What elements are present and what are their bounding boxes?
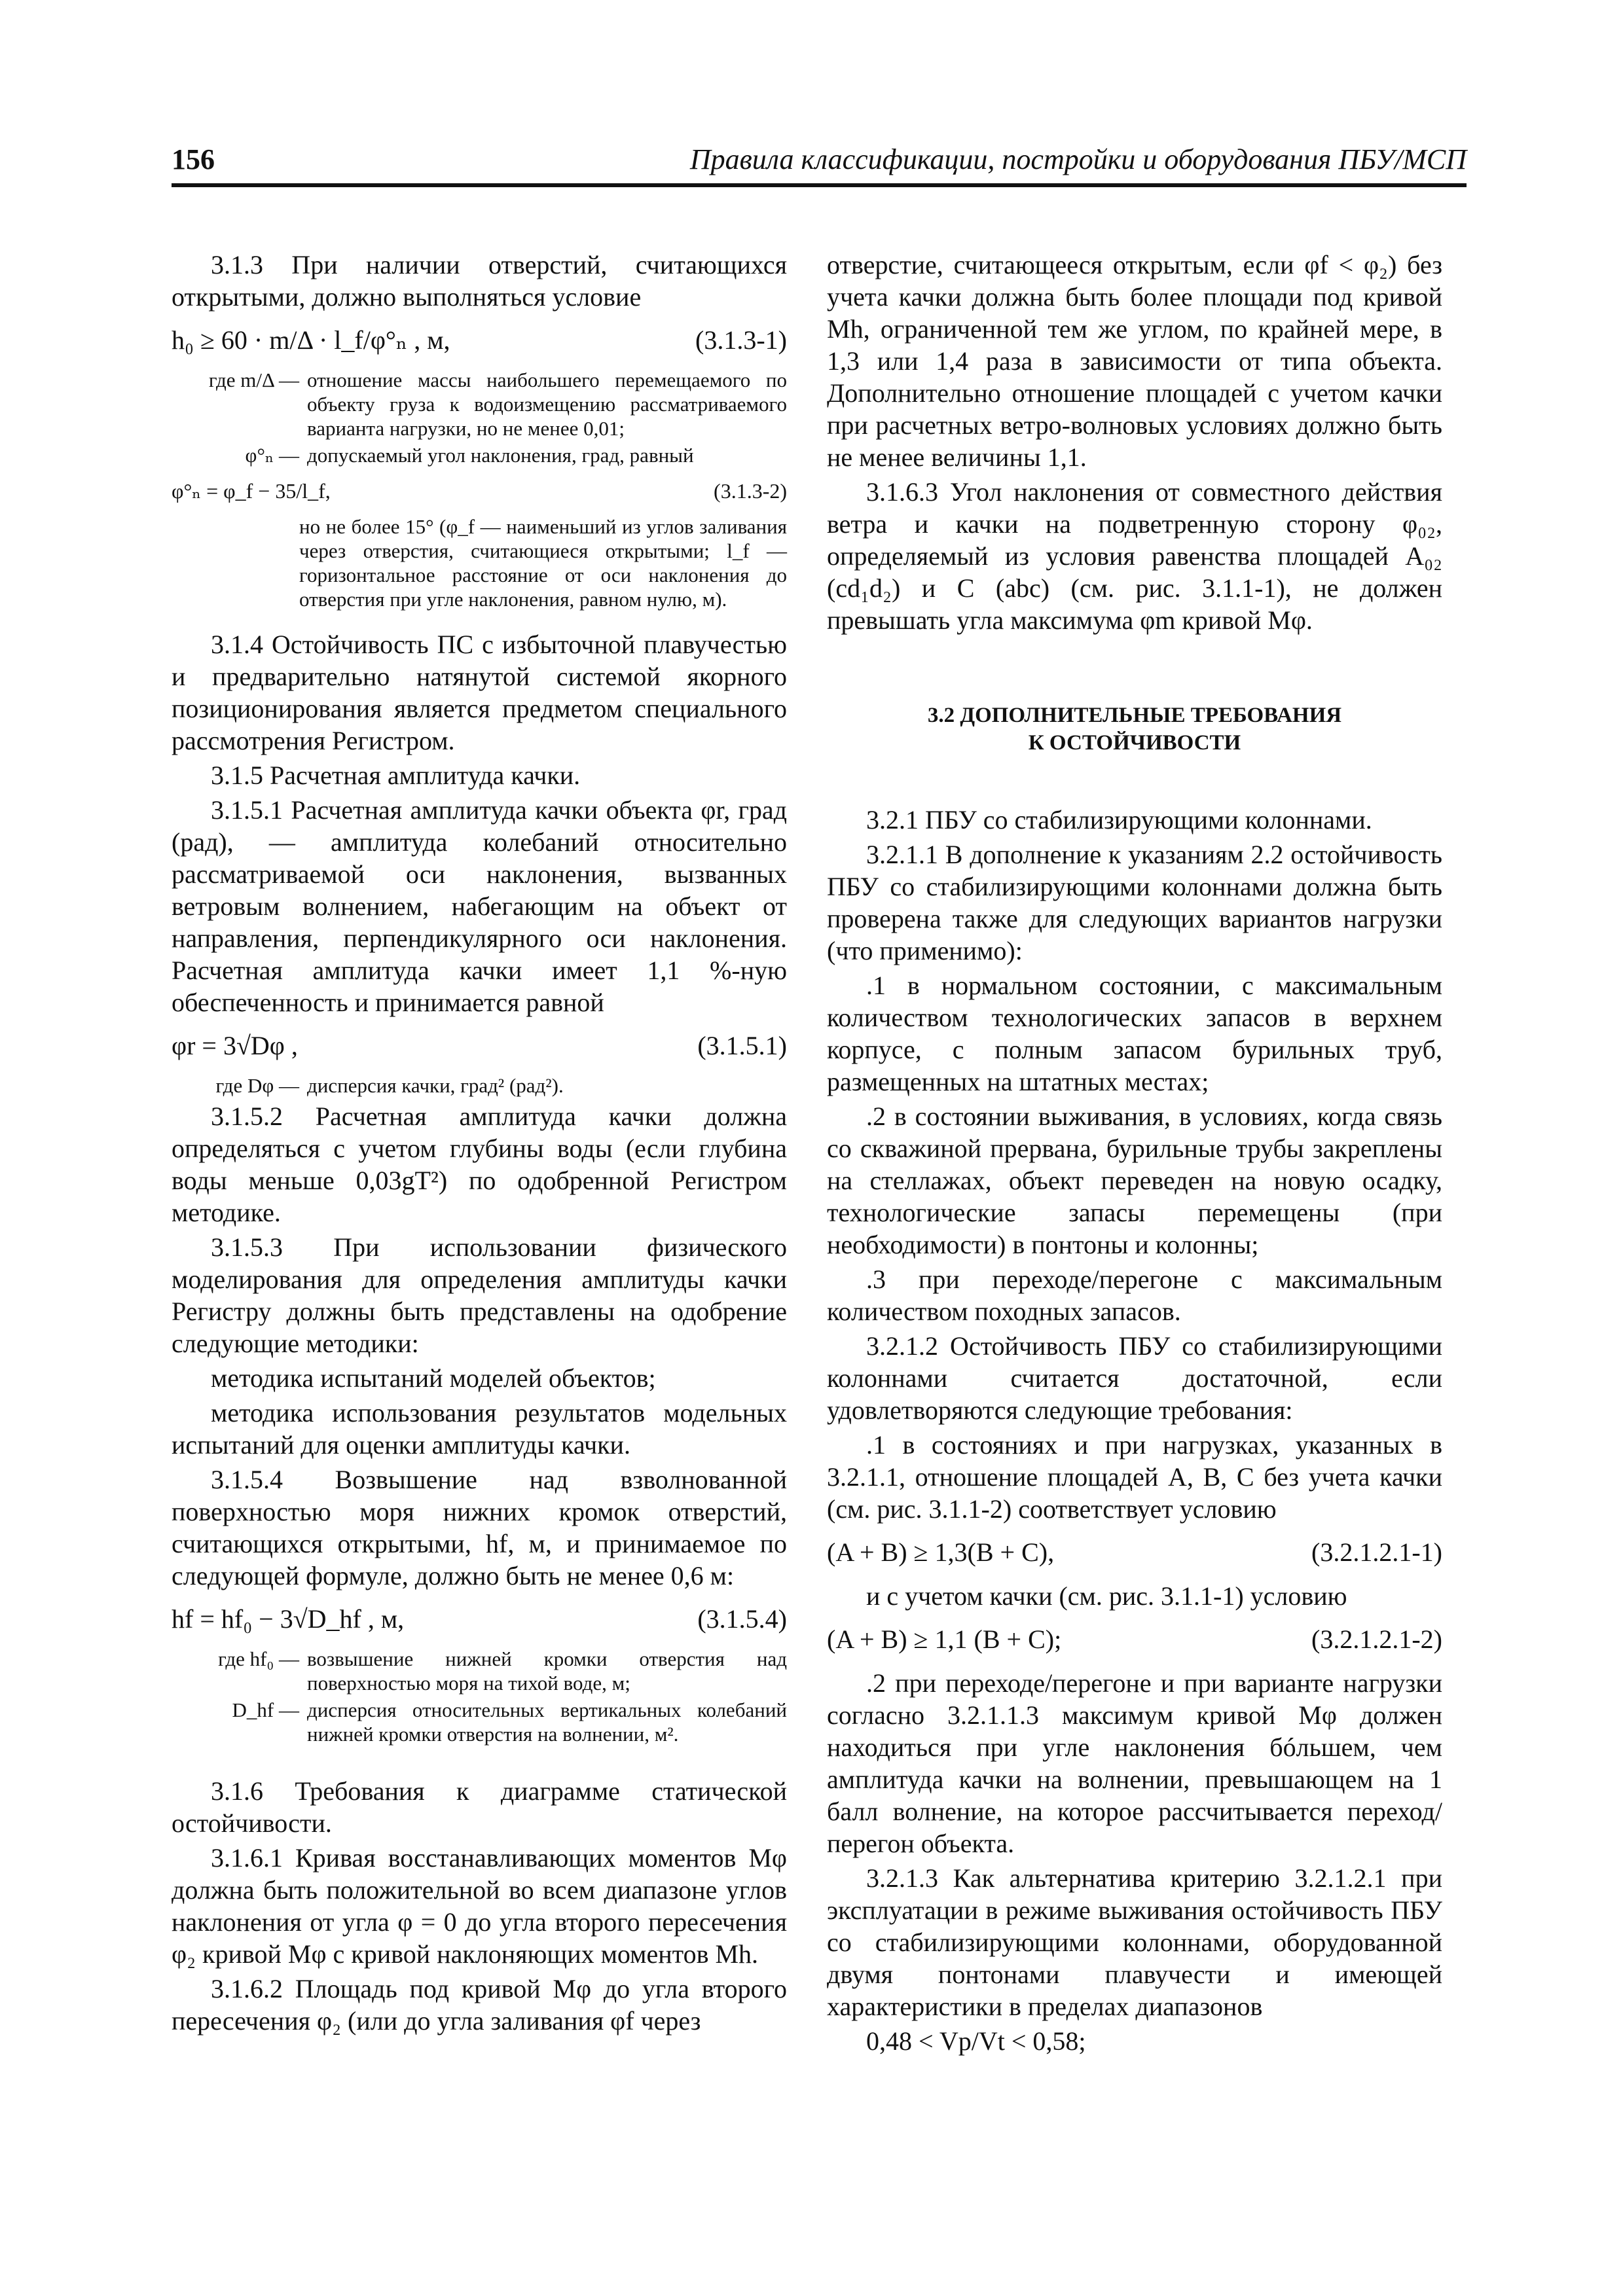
paragraph-3-2-1-2-item-1: .1 в состояниях и при нагрузках, указанных в 3.2.1.1, отношение площадей A, B, C без учета качки (см. рис. 3.1.1-2) соответствует условию: [827, 1430, 1442, 1524]
paragraph-3-2-1: 3.2.1 ПБУ со стабилизирующими колоннами.: [866, 805, 1372, 834]
paragraph-3-1-5: 3.1.5 Расчетная амплитуда качки.: [211, 761, 581, 790]
equation-formula: (A + B) ≥ 1,1 (B + C);: [827, 1624, 1062, 1654]
paragraph-with-roll: и с учетом качки (см. рис. 3.1.1-1) условию: [866, 1581, 1347, 1611]
paragraph-3-2-1-2-item-2: .2 при переходе/перегоне и при варианте нагрузки согласно 3.2.1.1.3 максимум кривой Mφ должен находиться при угле наклонения бóльшем, чем амплитуда качки на волнении, превышающем на 1 балл волнение, на которое рассчитывается переход/перегон объекта.: [827, 1668, 1442, 1858]
equation-3-2-1-2-1-2: [827, 1621, 1442, 1658]
equation-number: (3.1.5.4): [697, 1604, 787, 1634]
where-item-angle: [172, 443, 787, 467]
paragraph-3-1-6-2: 3.1.6.2 Площадь под кривой Mφ до угла второго пересечения φ₂ (или до угла заливания φf через: [172, 1974, 787, 2036]
paragraph-3-1-5-3: 3.1.5.3 При использовании физического моделирования для определения амплитуды качки Регистру должны быть представлены на одобрение следующие методики:: [172, 1232, 787, 1358]
equation-3-2-1-2-1-1: [827, 1534, 1442, 1571]
section-heading-3-2: [827, 702, 1442, 757]
equation-3-1-3-2: [172, 476, 787, 505]
equation-formula: (A + B) ≥ 1,3(B + C),: [827, 1537, 1055, 1567]
left-column: [172, 249, 787, 2039]
page-header: [172, 143, 1467, 187]
where-item-height: [172, 1647, 787, 1695]
page-number: 156: [172, 143, 215, 175]
equation-3-1-5-4: [172, 1601, 787, 1638]
section-heading-line-2: К ОСТОЙЧИВОСТИ: [1028, 731, 1241, 755]
paragraph-3-1-6-1: 3.1.6.1 Кривая восстанавливающих моментов Mφ должна быть положительной во всем диапазоне углов наклонения от угла φ = 0 до угла второго пересечения φ₂ кривой Mφ с кривой наклоняющих моментов Mh.: [172, 1843, 787, 1969]
equation-formula: φr = 3√Dφ ,: [172, 1031, 298, 1060]
where-item-dispersion: [172, 1073, 787, 1098]
paragraph-3-2-1-2: 3.2.1.2 Остойчивость ПБУ со стабилизирующими колоннами считается достаточной, если удовлетворяются следующие требования:: [827, 1331, 1442, 1425]
paragraph-3-1-5-3-a: методика испытаний моделей объектов;: [211, 1363, 656, 1393]
where-term: где m/Δ —: [208, 368, 299, 391]
where-term: где hf₀ —: [218, 1647, 299, 1670]
where-term: φ°ₙ —: [245, 444, 299, 467]
equation-number: (3.1.5.1): [697, 1031, 787, 1060]
paragraph-3-1-3: 3.1.3 При наличии отверстий, считающихся открытыми, должно выполняться условие: [172, 250, 787, 312]
equation-formula: hf = hf₀ − 3√D_hf , м,: [172, 1604, 405, 1634]
section-heading-line-1: 3.2 ДОПОЛНИТЕЛЬНЫЕ ТРЕБОВАНИЯ: [927, 704, 1342, 727]
paragraph-3-2-1-1-item-3: .3 при переходе/перегоне с максимальным количеством походных запасов.: [827, 1265, 1442, 1326]
equation-3-1-5-1: [172, 1028, 787, 1064]
paragraph-3-1-6-2-continued: отверстие, считающееся открытым, если φf < φ₂) без учета качки должна быть более площади под кривой Mh, ограниченной тем же углом, по крайней мере, в 1,3 или 1,4 раза в зависимости от типа объекта. Дополнительно отношение площадей с учетом качки при расчетных ветро-волновых условиях должно быть не менее величины 1,1.: [827, 250, 1442, 472]
equation-formula: φ°ₙ = φ_f − 35/l_f,: [172, 479, 331, 503]
where-definition: дисперсия относительных вертикальных колебаний нижней кромки отверстия на волнении, м².: [307, 1698, 787, 1746]
running-title: Правила классификации, постройки и оборудования ПБУ/МСП: [689, 143, 1467, 175]
paragraph-3-1-4: 3.1.4 Остойчивость ПС с избыточной плавучестью и предварительно натянутой системой якорного позиционирования является предметом специального рассмотрения Регистром.: [172, 630, 787, 755]
equation-number: (3.1.3-1): [695, 325, 787, 355]
where-term: D_hf —: [232, 1698, 299, 1721]
paragraph-3-2-1-1-item-2: .2 в состоянии выживания, в условиях, когда связь со скважиной прервана, бурильные трубы закреплены на стеллажах, объект переведен на новую осадку, технологические запасы перемещены (при необходимости) в понтоны и колонны;: [827, 1102, 1442, 1259]
note-3-1-3: но не более 15° (φ_f — наименьший из углов заливания через отверстия, считающиеся открытыми; l_f — горизонтальное расстояние от оси наклонения до отверстия при угле наклонения, равном нулю, м).: [299, 515, 787, 611]
equation-formula: h₀ ≥ 60 · m/Δ · l_f/φ°ₙ , м,: [172, 325, 450, 355]
paragraph-3-2-1-3: 3.2.1.3 Как альтернатива критерию 3.2.1.2.1 при эксплуатации в режиме выживания остойчивость ПБУ со стабилизирующими колоннами, оборудованной двумя понтонами плавучести и имеющей характеристики в пределах диапазонов: [827, 1863, 1442, 2021]
paragraph-3-1-6: 3.1.6 Требования к диаграмме статической остойчивости.: [172, 1776, 787, 1838]
paragraph-3-2-1-1-item-1: .1 в нормальном состоянии, с максимальным количеством технологических запасов в верхнем корпусе, с полным запасом бурильных труб, размещенных на штатных местах;: [827, 971, 1442, 1096]
where-term: где Dφ —: [215, 1074, 299, 1097]
where-definition: дисперсия качки, град² (рад²).: [307, 1074, 564, 1097]
where-definition: возвышение нижней кромки отверстия над поверхностью моря на тихой воде, м;: [307, 1647, 787, 1695]
where-definition: отношение массы наибольшего перемещаемого по объекту груза к водоизмещению рассматриваемого варианта нагрузки, но не менее 0,01;: [307, 368, 787, 440]
paragraph-3-1-6-3: 3.1.6.3 Угол наклонения от совместного действия ветра и качки на подветренную сторону φ₀₂, определяемый из условия равенства площадей A₀₂ (cd₁d₂) и C (abc) (см. рис. 3.1.1-1), не должен превышать угла максимума φm кривой Mφ.: [827, 477, 1442, 635]
where-definition: допускаемый угол наклонения, град, равный: [307, 444, 694, 467]
right-column: [827, 249, 1442, 2060]
where-item-height-dispersion: [172, 1698, 787, 1746]
paragraph-3-1-5-1: 3.1.5.1 Расчетная амплитуда качки объекта φr, град (рад), — амплитуда колебаний относительно рассматриваемой оси наклонения, вызванных ветровым волнением, набегающим на объект от направления, перпендикулярного оси наклонения. Расчетная амплитуда качки имеет 1,1 %-ную обеспеченность и принимается равной: [172, 795, 787, 1017]
paragraph-3-1-5-3-b: методика использования результатов модельных испытаний для оценки амплитуды качки.: [172, 1398, 787, 1460]
where-item-mass-ratio: [172, 368, 787, 440]
paragraph-3-1-5-4: 3.1.5.4 Возвышение над взволнованной поверхностью моря нижних кромок отверстий, считающихся открытыми, hf, м, и принимаемое по следующей формуле, должно быть не менее 0,6 м:: [172, 1465, 787, 1590]
equation-range: 0,48 < Vp/Vt < 0,58;: [866, 2026, 1086, 2056]
paragraph-3-1-5-2: 3.1.5.2 Расчетная амплитуда качки должна определяться с учетом глубины воды (если глубина воды меньше 0,03gT²) по одобренной Регистром методике.: [172, 1102, 787, 1227]
equation-3-1-3-1: [172, 322, 787, 359]
equation-number: (3.1.3-2): [714, 479, 787, 503]
equation-number: (3.2.1.2.1-1): [1311, 1537, 1442, 1567]
equation-number: (3.2.1.2.1-2): [1311, 1624, 1442, 1654]
paragraph-3-2-1-1: 3.2.1.1 В дополнение к указаниям 2.2 остойчивость ПБУ со стабилизирующими колоннами должна быть проверена также для следующих вариантов нагрузки (что применимо):: [827, 840, 1442, 965]
